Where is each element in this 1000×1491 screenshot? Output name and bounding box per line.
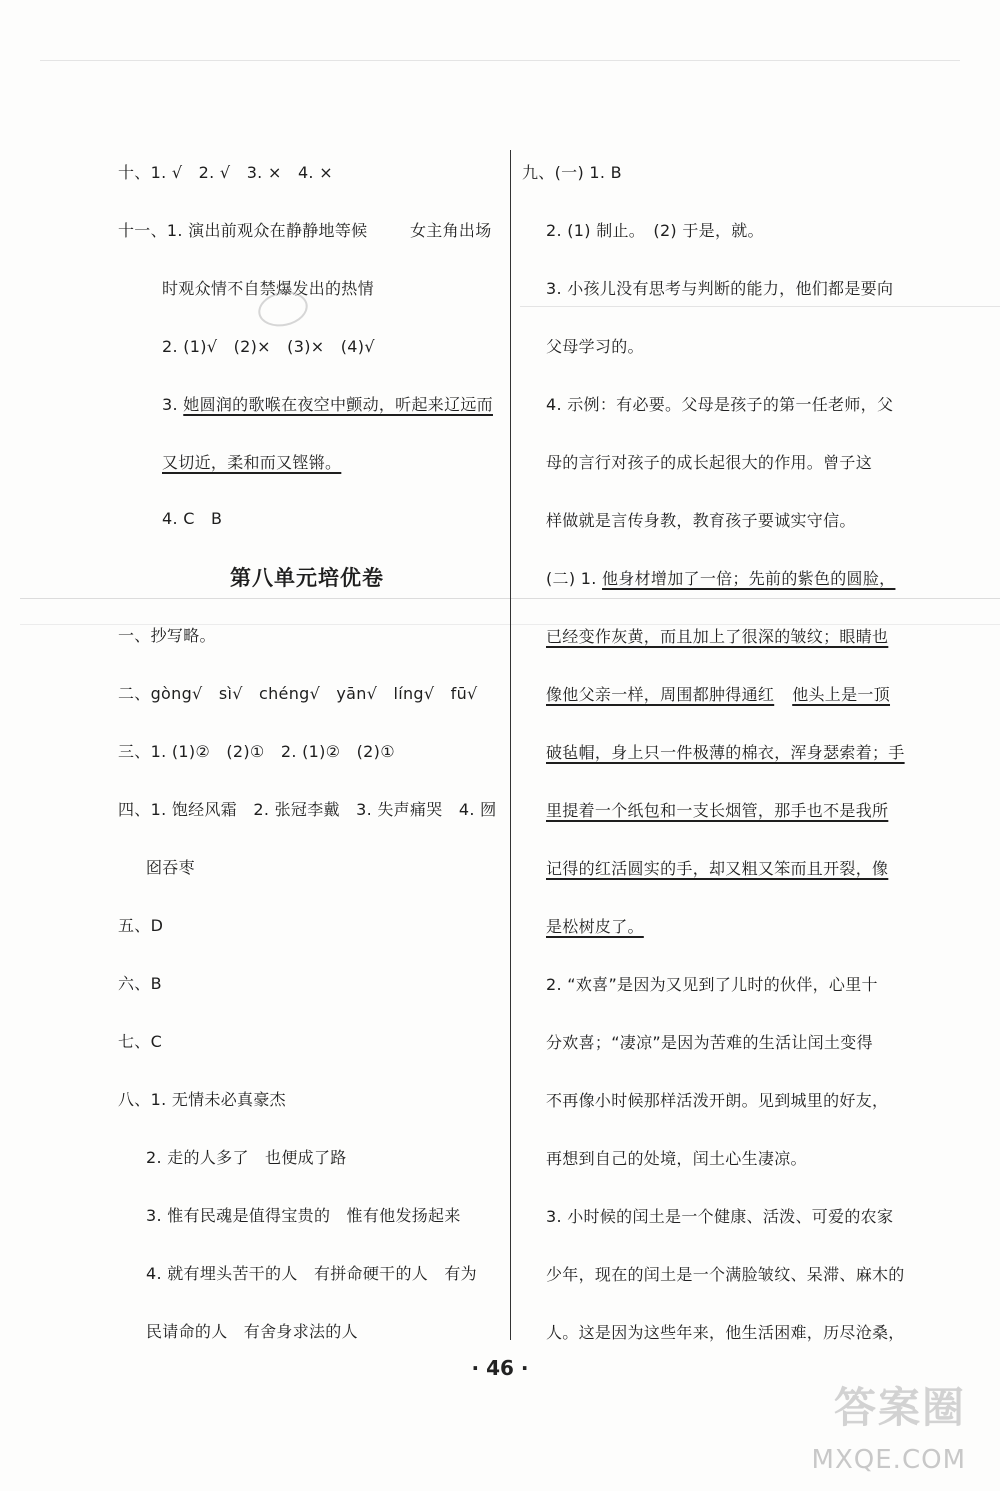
- underlined-answer: 记得的红活圆实的手，却又粗又笨而且开裂，像: [546, 859, 889, 878]
- underlined-answer: 又切近，柔和而又铿锵。: [162, 453, 342, 472]
- answer-line: 八、1. 无情未必真豪杰: [118, 1090, 286, 1109]
- answer-line: 囵吞枣: [146, 858, 195, 877]
- answer-line: [546, 684, 890, 706]
- underlined-answer: 是松树皮了。: [546, 917, 644, 936]
- answer-prefix: 3.: [162, 395, 184, 414]
- answer-line: [546, 916, 644, 938]
- answer-line: 4. 就有埋头苦干的人 有拼命硬干的人 有为: [146, 1264, 477, 1283]
- answer-line: 不再像小时候那样活泼开朗。见到城里的好友，: [546, 1091, 889, 1110]
- answer-line: 2. 走的人多了 也便成了路: [146, 1148, 347, 1167]
- answer-line: [546, 742, 905, 764]
- answer-line: 时观众情不自禁爆发出的热情: [162, 279, 374, 298]
- underlined-answer: 破毡帽，身上只一件极薄的棉衣，浑身瑟索着；手: [546, 743, 905, 762]
- answer-line: 六、B: [118, 974, 162, 993]
- answer-prefix: (二) 1.: [546, 569, 603, 588]
- answer-line: 二、gòng√ sì√ chéng√ yān√ líng√ fū√: [118, 684, 478, 703]
- underlined-answer: 里提着一个纸包和一支长烟管，那手也不是我所: [546, 801, 889, 820]
- answer-line: [162, 452, 341, 474]
- underlined-answer: 像他父亲一样，周围都肿得通红: [546, 685, 775, 704]
- answer-line: 父母学习的。: [546, 337, 644, 356]
- underlined-answer: 已经变作灰黄，而且加上了很深的皱纹；眼睛也: [546, 627, 889, 646]
- answer-line: 2. (1) 制止。 (2) 于是，就。: [546, 221, 764, 240]
- answer-line: 再想到自己的处境，闰土心生凄凉。: [546, 1149, 807, 1168]
- underlined-answer: 他身材增加了一倍；先前的紫色的圆脸，: [602, 569, 896, 588]
- watermark-site: MXQE.COM: [811, 1445, 966, 1475]
- answer-line: [162, 394, 493, 416]
- answer-line: 四、1. 饱经风霜 2. 张冠李戴 3. 失声痛哭 4. 囫: [118, 800, 497, 819]
- answer-line: 五、D: [118, 916, 164, 935]
- answer-line: [546, 568, 895, 590]
- answer-line: 七、C: [118, 1032, 163, 1051]
- answer-line: 4. C B: [162, 509, 223, 528]
- answer-line: 3. 小时候的闰土是一个健康、活泼、可爱的农家: [546, 1207, 894, 1226]
- answer-line: 2. (1)√ (2)× (3)× (4)√: [162, 337, 375, 356]
- watermark-logo: 答案圈: [833, 1383, 966, 1432]
- answer-line: 4. 示例：有必要。父母是孩子的第一任老师，父: [546, 395, 894, 414]
- answer-line: [546, 800, 888, 822]
- answer-line: 3. 小孩儿没有思考与判断的能力，他们都是要向: [546, 279, 894, 298]
- underlined-answer: 他头上是一顶: [792, 685, 891, 704]
- answer-line: [546, 858, 888, 880]
- answer-line: 九、(一) 1. B: [522, 163, 622, 182]
- answer-line: 少年，现在的闰土是一个满脸皱纹、呆滞、麻木的: [546, 1265, 905, 1284]
- column-divider: [510, 150, 511, 1340]
- answer-line: 2. “欢喜”是因为又见到了儿时的伙伴，心里十: [546, 975, 878, 994]
- answer-line: 3. 惟有民魂是值得宝贵的 惟有他发扬起来: [146, 1206, 461, 1225]
- answer-line: 人。这是因为这些年来，他生活困难，历尽沧桑，: [546, 1323, 905, 1342]
- answer-line: 十一、1. 演出前观众在静静地等候: [118, 221, 368, 240]
- answer-line: 一、抄写略。: [118, 626, 216, 645]
- answer-line: [546, 626, 888, 648]
- answer-line: 分欢喜；“凄凉”是因为苦难的生活让闰土变得: [546, 1033, 873, 1052]
- answer-line: 母的言行对孩子的成长起很大的作用。曾子这: [546, 453, 873, 472]
- underlined-answer: 她圆润的歌喉在夜空中颤动，听起来辽远而: [183, 395, 493, 414]
- answer-line: 样做就是言传身教，教育孩子要诚实守信。: [546, 511, 856, 530]
- answer-line: 三、1. (1)② (2)① 2. (1)② (2)①: [118, 742, 395, 761]
- answer-line: 民请命的人 有舍身求法的人: [146, 1322, 358, 1341]
- site-watermark: [736, 1385, 986, 1485]
- section-heading: 第八单元培优卷: [230, 566, 384, 590]
- answer-line: 十、1. √ 2. √ 3. × 4. ×: [118, 163, 333, 182]
- page-number: · 46 ·: [471, 1356, 529, 1380]
- answer-line: 女主角出场: [410, 221, 492, 240]
